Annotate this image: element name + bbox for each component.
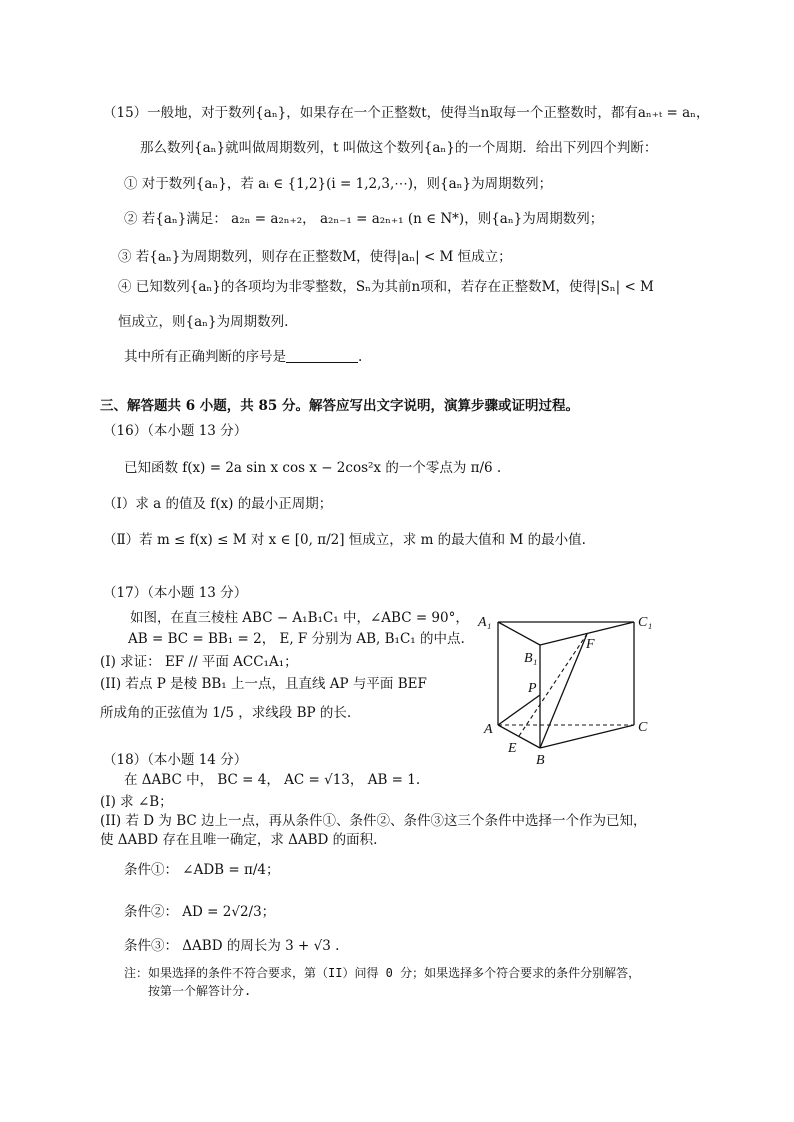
q15-line2: 那么数列{aₙ}就叫做周期数列，t 叫做这个数列{aₙ}的一个周期．给出下列四个判断： xyxy=(140,140,658,156)
q15-answer-end: . xyxy=(358,349,363,365)
q18-condition3: 条件③： ΔABD 的周长为 3 + √3 . xyxy=(124,938,340,954)
q15-line1: （15）一般地，对于数列{aₙ}，如果存在一个正整数t，使得当n取每一个正整数时，都有aₙ₊ₜ = aₙ， xyxy=(103,105,710,121)
q15-item4a: ④ 已知数列{aₙ}的各项均为非零整数，Sₙ为其前n项和，若存在正整数M，使得|Sₙ| < M xyxy=(118,279,654,295)
q16-part2: （Ⅱ）若 m ≤ f(x) ≤ M 对 x ∈ [0, π/2] 恒成立，求 m 的最大值和 M 的最小值. xyxy=(103,532,586,548)
label-C: C xyxy=(638,720,648,735)
q18-part1: (I) 求 ∠B； xyxy=(100,794,173,810)
q18-note1: 注：如果选择的条件不符合要求，第（II）问得 0 分；如果选择多个符合要求的条件分别解答， xyxy=(124,966,641,980)
label-A1: A₁ xyxy=(478,615,492,630)
q18-part2b: 使 ΔABD 存在且唯一确定，求 ΔABD 的面积. xyxy=(100,832,378,848)
q17-stem2: AB = BC = BB₁ = 2， E, F 分别为 AB, B₁C₁ 的中点. xyxy=(128,631,465,647)
q18-title: （18）（本小题 14 分） xyxy=(103,752,248,768)
q18-stem: 在 ΔABC 中， BC = 4， AC = √13， AB = 1. xyxy=(124,772,421,788)
section3-header: 三、解答题共 6 小题，共 85 分。解答应写出文字说明，演算步骤或证明过程。 xyxy=(100,398,579,414)
q17-part2b: 所成角的正弦值为 1/5 ，求线段 BP 的长. xyxy=(100,705,352,721)
q17-part1: (I) 求证： EF // 平面 ACC₁A₁； xyxy=(100,654,298,670)
q17-stem1: 如图，在直三棱柱 ABC − A₁B₁C₁ 中，∠ABC = 90°， xyxy=(130,610,469,626)
q16-part1: （Ⅰ）求 a 的值及 f(x) 的最小正周期； xyxy=(103,496,333,512)
label-B: B xyxy=(536,753,545,768)
q16-stem: 已知函数 f(x) = 2a sin x cos x − 2cos²x 的一个零点为 π/6 . xyxy=(124,460,502,476)
q15-answer-prompt: 其中所有正确判断的序号是 xyxy=(124,349,286,365)
q18-condition1: 条件①： ∠ADB = π/4； xyxy=(124,862,280,878)
label-A: A xyxy=(484,722,493,737)
q17-part2a: (II) 若点 P 是棱 BB₁ 上一点，且直线 AP 与平面 BEF xyxy=(100,676,427,692)
label-P: P xyxy=(528,681,537,696)
q16-title: （16）（本小题 13 分） xyxy=(103,423,248,439)
q15-answer-line xyxy=(124,349,362,366)
q18-note2: 按第一个解答计分. xyxy=(148,984,252,998)
q18-condition2: 条件②： AD = 2√2/3； xyxy=(124,904,276,920)
q18-part2a: (II) 若 D 为 BC 边上一点，再从条件①、条件②、条件③这三个条件中选择一个作为已知， xyxy=(100,813,647,829)
label-C1: C₁ xyxy=(638,615,653,630)
q15-item4b: 恒成立，则{aₙ}为周期数列. xyxy=(118,314,289,330)
label-E: E xyxy=(508,741,517,756)
label-B1: B₁ xyxy=(524,651,538,666)
prism-figure xyxy=(470,600,670,770)
q15-item3: ③ 若{aₙ}为周期数列，则存在正整数M，使得|aₙ| < M 恒成立； xyxy=(118,249,512,265)
q15-item1: ① 对于数列{aₙ}，若 aᵢ ∈ {1,2}(i = 1,2,3,⋯)，则{aₙ}为周期数列； xyxy=(124,176,553,192)
q17-title: （17）（本小题 13 分） xyxy=(103,585,248,601)
answer-blank[interactable] xyxy=(286,350,358,363)
q15-item2: ② 若{aₙ}满足： a₂ₙ = a₂ₙ₊₂， a₂ₙ₋₁ = a₂ₙ₊₁ (n ∈ N*)，则{aₙ}为周期数列； xyxy=(124,211,604,227)
label-F: F xyxy=(586,637,595,652)
